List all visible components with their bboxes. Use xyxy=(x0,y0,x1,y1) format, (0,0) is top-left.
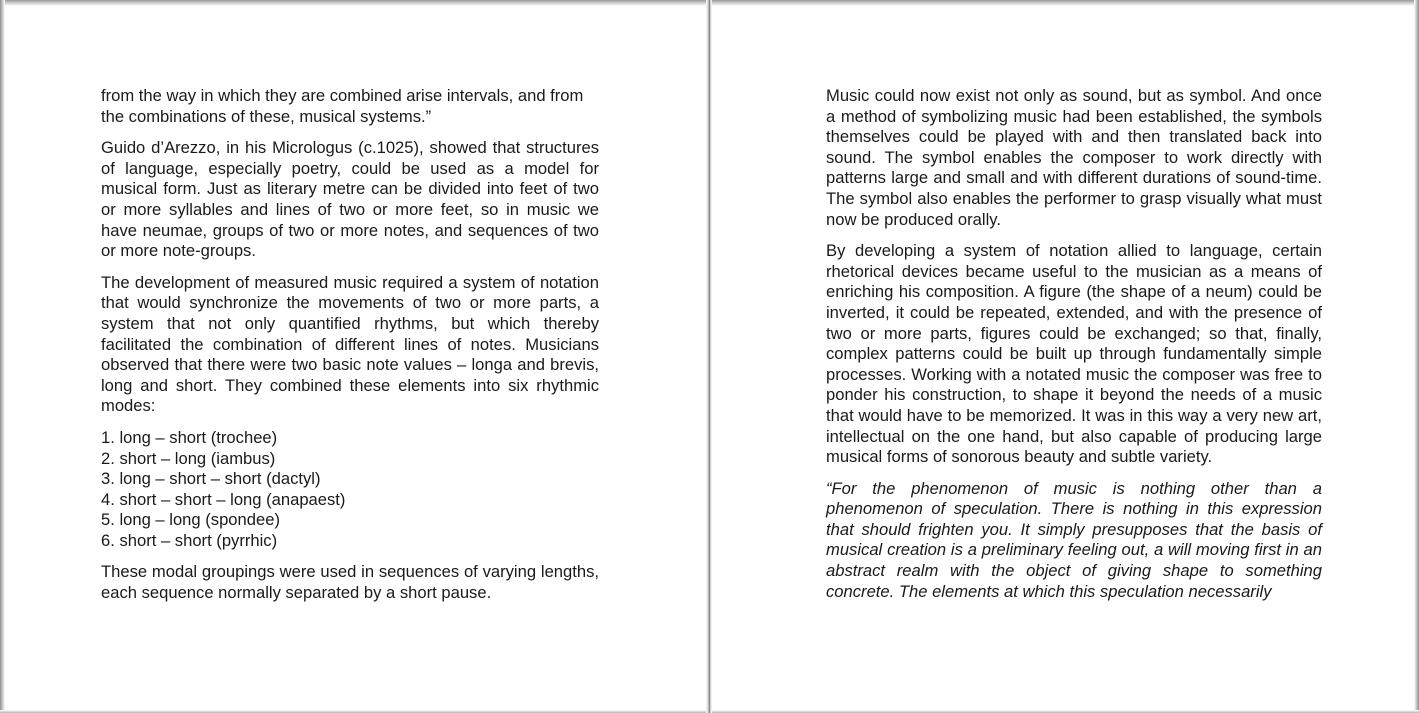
right-page xyxy=(826,86,1322,613)
left-paragraph-3: The development of measured music required a system of notation that would synchronize the movements of two or more parts, a system that not only quantified rhythms, but which thereby facilitated the combination of different lines of notes. Musicians observed that there were two basic note values – longa and brevis, long and short. They combined these elements into six rhythmic modes: xyxy=(101,272,599,416)
right-paragraph-1: Music could now exist not only as sound, but as symbol. And once a method of symbolizing music had been established, the symbols themselves could be played with and then translated back into sound. The symbol enables the composer to work directly with patterns large and small and with different durations of sound-time. The symbol also enables the performer to grasp visually what must now be produced orally. xyxy=(826,86,1322,229)
left-paragraph-4: These modal groupings were used in sequences of varying lengths, each sequence normally separated by a short pause. xyxy=(101,562,599,603)
right-page-edge xyxy=(1414,0,1419,713)
list-item: 4. short – short – long (anapaest) xyxy=(101,489,346,509)
rhythmic-modes-list xyxy=(101,428,599,552)
left-page xyxy=(101,86,599,615)
right-paragraph-2: By developing a system of notation allied to language, certain rhetorical devices became useful to the musician as a means of enriching his composition. A figure (the shape of a neum) could be inverted, it could be repeated, extended, and with the presence of two or more parts, figures could be exchanged; so that, finally, complex patterns could be built up through fundamentally simple processes. Working with a notated music the composer was free to ponder his construction, to shape it beyond the needs of a music that would have to be memorized. It was in this way a very new art, intellectual on the one hand, but also capable of producing large musical forms of sonorous beauty and subtle variety. xyxy=(826,241,1322,467)
list-item: 3. long – short – short (dactyl) xyxy=(101,469,321,489)
list-item: 6. short – short (pyrrhic) xyxy=(101,530,278,550)
right-quote-paragraph: “For the phenomenon of music is nothing other than a phenomenon of speculation. There is nothing in this expression that should frighten you. It simply presupposes that the basis of musical creation is a preliminary feeling out, a will moving first in an abstract realm with the object of giving shape to something concrete. The elements at which this speculation necessarily xyxy=(826,478,1322,601)
left-paragraph-2: Guido d’Arezzo, in his Micrologus (c.1025), showed that structures of language, especially poetry, could be used as a model for musical form. Just as literary metre can be divided into feet of two or more syllables and lines of two or more feet, so in music we have neumae, groups of two or more notes, and sequences of two or more note-groups. xyxy=(101,138,599,261)
list-item: 5. long – long (spondee) xyxy=(101,510,280,530)
left-page-edge xyxy=(0,0,5,713)
left-paragraph-1: from the way in which they are combined arise intervals, and from the combinations of these, musical systems.” xyxy=(101,86,584,126)
list-item: 2. short – long (iambus) xyxy=(101,448,276,468)
list-item: 1. long – short (trochee) xyxy=(101,427,278,447)
center-gutter xyxy=(706,0,712,713)
